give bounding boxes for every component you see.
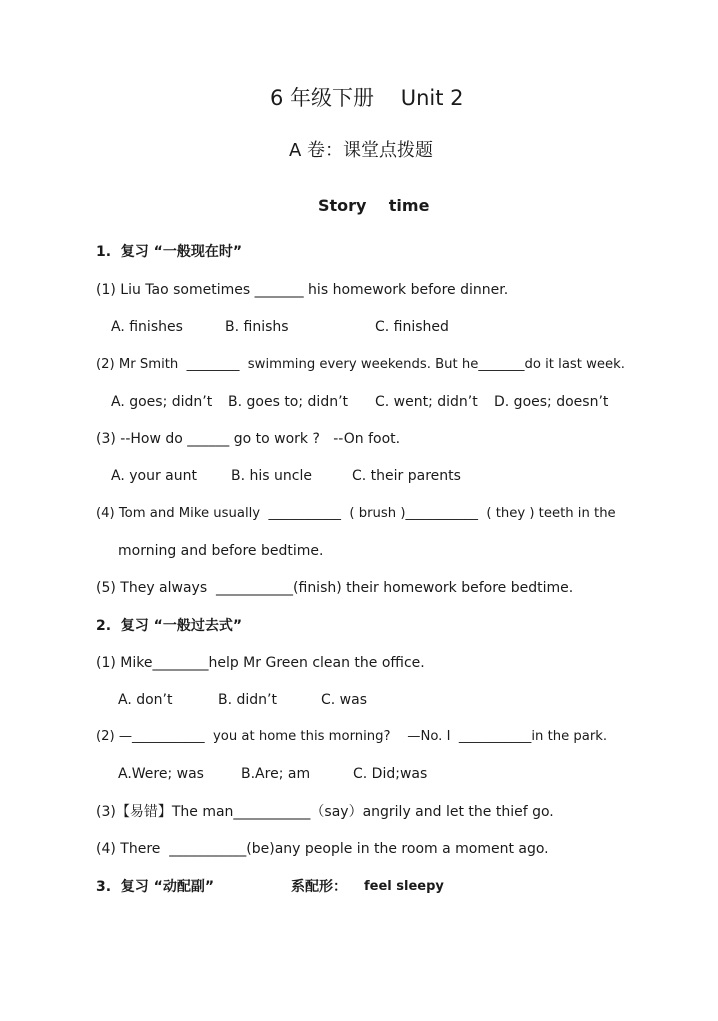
part1-heading: 1. 复习 “一般现在时” (96, 244, 243, 260)
option-b: B. goes to; didn’t (228, 394, 349, 410)
option-a: A. finishes (111, 319, 183, 335)
question-2-3: (3)【易错】The man___________（say）angrily and let the thief go. (96, 804, 554, 820)
part2-heading: 2. 复习 “一般过去式” (96, 618, 243, 634)
part3-heading: 3. 复习 “动配副” (96, 879, 215, 895)
page-subtitle: A 卷：课堂点拨题 (289, 140, 434, 161)
section-title: Story time (318, 196, 430, 215)
option-d: D. goes; doesn’t (494, 394, 609, 410)
question-1-4: (4) Tom and Mike usually ___________ ( brush )___________ ( they ) teeth in the (96, 506, 616, 521)
question-2-1: (1) Mike________help Mr Green clean the office. (96, 655, 425, 671)
page-title: 6 年级下册 Unit 2 (270, 86, 464, 110)
option-a: A.Were; was (118, 766, 204, 782)
option-c: C. finished (375, 319, 449, 335)
question-2-4: (4) There ___________(be)any people in the room a moment ago. (96, 841, 549, 857)
option-b: B.Are; am (241, 766, 311, 782)
option-a: A. don’t (118, 692, 173, 708)
option-c: C. Did;was (353, 766, 428, 782)
option-c: C. went; didn’t (375, 394, 478, 410)
option-c: C. was (321, 692, 367, 708)
option-a: A. goes; didn’t (111, 394, 213, 410)
option-a: A. your aunt (111, 468, 197, 484)
question-1-3: (3) --How do ______ go to work ? --On foot. (96, 431, 401, 447)
option-b: B. his uncle (231, 468, 312, 484)
question-1-4-continued: morning and before bedtime. (118, 543, 324, 559)
question-1-5: (5) They always ___________(finish) their homework before bedtime. (96, 580, 574, 596)
question-1-2: (2) Mr Smith ________ swimming every weekends. But he_______do it last week. (96, 357, 625, 372)
question-2-2: (2) —___________ you at home this morning? —No. I ___________in the park. (96, 729, 608, 744)
option-c: C. their parents (352, 468, 461, 484)
option-b: B. finishs (225, 319, 289, 335)
part3-note-label: 系配形： (291, 879, 347, 895)
option-b: B. didn’t (218, 692, 277, 708)
question-1-1: (1) Liu Tao sometimes _______ his homework before dinner. (96, 282, 509, 298)
part3-note-value: feel sleepy (364, 879, 444, 894)
